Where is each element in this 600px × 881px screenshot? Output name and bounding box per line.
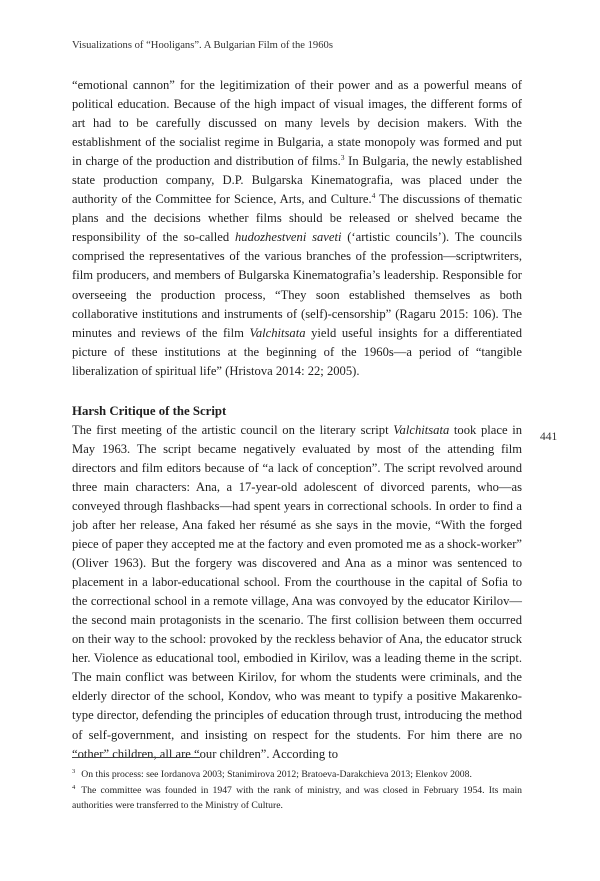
main-text [72, 76, 522, 764]
section-heading: Harsh Critique of the Script [72, 403, 227, 418]
footnote-divider [72, 757, 200, 758]
paragraph-1 [72, 76, 522, 381]
paragraph-1-part-a: “emotional cannon” for the legitimization of their power and as a powerful means of political education. Because of the high impact of visual images, the different forms of art had to be carefully discussed on many levels by decision makers. With the establishment of the socialist regime in Bulgaria, a state monopoly was formed and put in charge of the production and distribution of films. [72, 78, 522, 169]
footnote-number: 4 [72, 783, 76, 791]
paragraph-1-part-e: yield useful insights for a differentiated picture of these institutions at the beginning of the 1960s—a period of “tangible liberalization of spiritual life” (Hristova 2014: 22; 2005). [72, 325, 522, 378]
footnote-number: 3 [72, 768, 76, 775]
paragraph-2-part-a: The first meeting of the artistic council on the literary script [72, 422, 394, 437]
footnote-text: The committee was founded in 1947 with the rank of ministry, and was closed in February 1954. Its main authorities were transferred to the Ministry of Culture. [72, 784, 522, 811]
paragraph-2-part-b: took place in May 1963. The script became negatively evaluated by most of the attending film directors and film editors because of “a lack of conception”. The script revolved around three main characters: Ana, a 17-year-old adolescent of divorced parents, who—as conveyed through flashbacks—had spent years in correctional schools. In order to find a job after her release, Ana faked her résumé as she says in the movie, “With the forged piece of paper they accepted me at the factory and even promoted me as a shock-worker” (Oliver 1963). But the forgery was discovered and Ana as a minor was sentenced to placement in a labor-educational school. From the courthouse in the capital of Sofia to the correctional school in a remote village, Ana was convoyed by the educator Kirilov—the second main protagonists in the scenario. The first collision between them occurred on their way to the school: provoked by the reckless behavior of Ana, the educator struck her. Violence as educational tool, embodied in Kirilov, was a leading theme in the script. The main conflict was between Kirilov, for whom the students were criminals, and the elderly director of the school, Kondov, who was meant to typify a positive Makarenko-type director, defending the principles of education through trust, introducing the method of self-government, and insisting on respect for the students. For him there are no “other” children, all are “our children”. According to [72, 422, 523, 761]
page-number: 441 [540, 431, 558, 443]
footnote-ref-4[interactable]: 4 [371, 191, 376, 201]
footnote-text: On this process: see Iordanova 2003; Stanimirova 2012; Bratoeva-Darakchieva 2013; Elenkov 2008. [81, 769, 472, 780]
term-hudozhestveni-saveti: hudozhestveni saveti [234, 230, 342, 245]
footnote-3 [72, 767, 522, 783]
footnotes [72, 767, 522, 814]
film-title: Valchitsata [249, 325, 306, 340]
footnote-4 [72, 783, 522, 814]
paragraph-1-part-d: (‘artistic councils’). The councils comprised the representatives of the various branches of the profession—scriptwriters, film producers, and members of Bulgarska Kinematografia’s leadership. Responsible for overseeing the production process, “They soon established themselves as both collaborative institutions and instruments of (self)-censorship” (Ragaru 2015: 106). The minutes and reviews of the film [72, 230, 523, 340]
footnote-ref-3[interactable]: 3 [340, 153, 345, 163]
paragraph-2 [72, 421, 522, 764]
running-head: Visualizations of “Hooligans”. A Bulgarian Film of the 1960s [72, 40, 333, 51]
paragraph-1-part-b: In Bulgaria, the newly established state production company, D.P. Bulgarska Kinematografia, was placed under the authority of the Committee for Science, Arts, and Culture. [72, 154, 522, 207]
paragraph-1-part-c: The discussions of thematic plans and the decisions whether films should be released or shelved became the responsibility of the so-called [72, 192, 522, 245]
film-title-2: Valchitsata [393, 422, 450, 437]
